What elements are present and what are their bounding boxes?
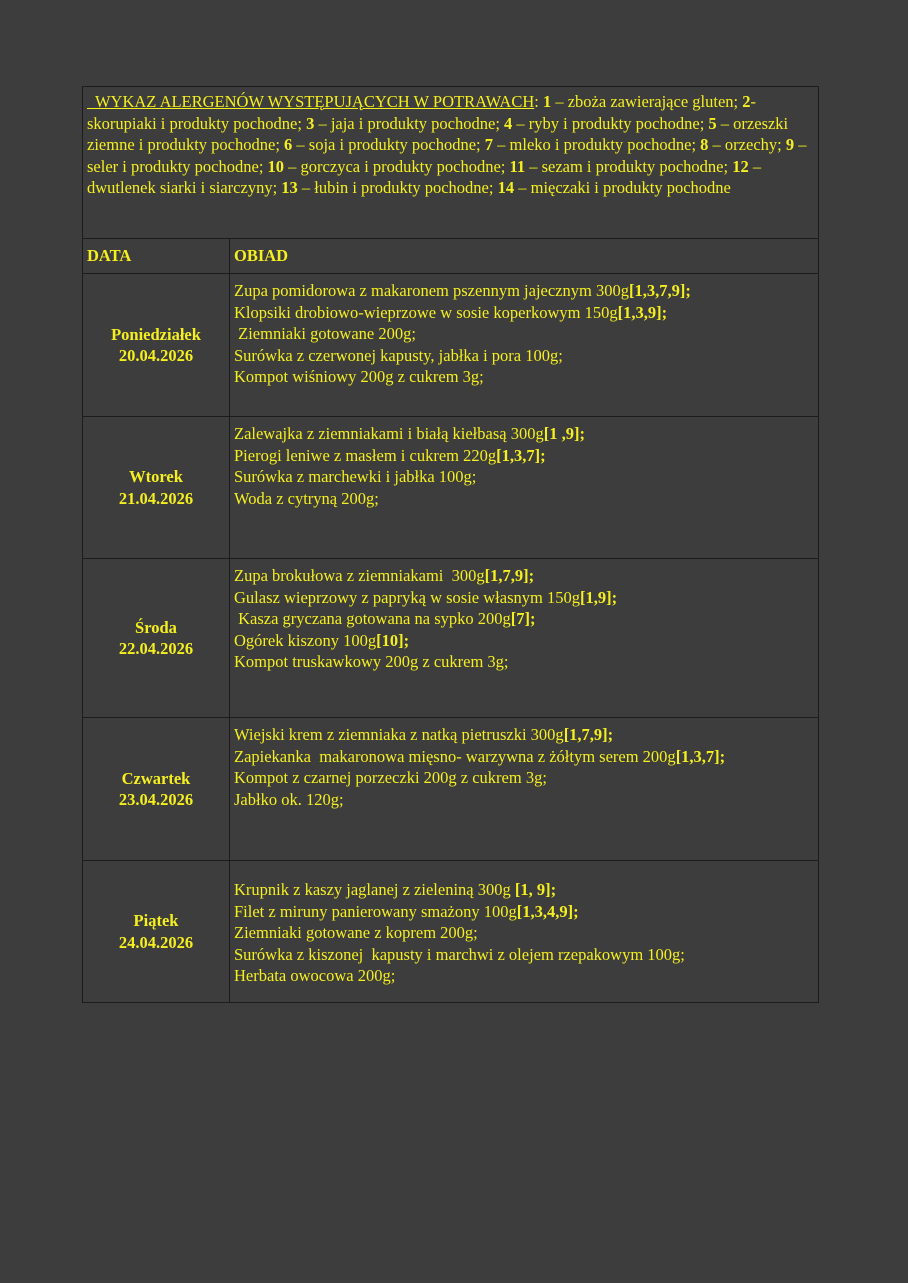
meal-text: Krupnik z kaszy jaglanej z zieleniną 300g	[234, 880, 515, 899]
legend-num: 8	[700, 135, 709, 154]
meal-item	[234, 901, 814, 923]
legend-num: 2	[742, 92, 751, 111]
day-cell	[83, 861, 230, 1003]
legend-text: – orzechy;	[708, 135, 786, 154]
day-name: Środa	[135, 617, 177, 637]
meal-text: Kompot z czarnej porzeczki 200g z cukrem 3g;	[234, 768, 547, 787]
meal-text: Surówka z marchewki i jabłka 100g;	[234, 467, 477, 486]
legend-num: 14	[497, 178, 515, 197]
day-row	[83, 861, 819, 1003]
legend-num: 5	[708, 113, 717, 133]
meal-item	[234, 466, 814, 488]
meal-item	[234, 366, 814, 388]
day-date: 20.04.2026	[118, 346, 194, 365]
meal-text: Surówka z czerwonej kapusty, jabłka i pora 100g;	[234, 345, 563, 365]
meal-allergens: [1,3,7,9];	[628, 281, 691, 300]
legend-text: – zboża zawierające gluten;	[551, 92, 743, 111]
meal-item	[234, 651, 814, 673]
day-row	[83, 718, 819, 861]
meal-item	[234, 280, 814, 302]
meal-allergens: [7];	[510, 609, 536, 628]
meal-allergens: [1,7,9];	[484, 566, 535, 585]
meal-item	[234, 879, 814, 901]
meal-item	[234, 587, 814, 609]
legend-text: – seler i produkty pochodne;	[87, 135, 807, 176]
allergen-legend	[83, 87, 819, 239]
legend-text: – orzeszki ziemne i produkty pochodne;	[87, 113, 789, 154]
meal-allergens: [1,3,7];	[496, 445, 546, 465]
meal-text: Ogórek kiszony 100g	[234, 630, 377, 650]
day-name: Piątek	[133, 911, 179, 930]
meal-text: Gulasz wieprzowy z papryką w sosie własnym 150g	[234, 587, 580, 607]
meal-allergens: [1, 9];	[514, 880, 557, 899]
legend-num: 6	[284, 135, 293, 154]
meals-cell	[230, 861, 819, 1003]
meal-text: Wiejski krem z ziemniaka z natką pietruszki 300g	[234, 725, 564, 744]
meal-item	[234, 944, 814, 966]
day-cell	[83, 274, 230, 417]
legend-text: – ryby i produkty pochodne;	[512, 113, 709, 133]
day-date: 21.04.2026	[118, 488, 194, 508]
meal-allergens: [1,7,9];	[563, 725, 614, 744]
legend-colon: :	[534, 92, 543, 111]
meal-allergens: [10];	[376, 630, 410, 650]
day-row	[83, 417, 819, 559]
meal-item	[234, 345, 814, 367]
meal-allergens: [1,3,9];	[617, 302, 668, 322]
meal-allergens: [1,3,7];	[675, 746, 726, 766]
day-row	[83, 274, 819, 417]
meal-text: Zupa brokułowa z ziemniakami 300g	[234, 566, 485, 585]
legend-num: 11	[509, 156, 526, 176]
legend-num: 1	[542, 92, 552, 111]
legend-num: 4	[504, 113, 513, 133]
legend-text: -skorupiaki i produkty pochodne;	[87, 92, 756, 133]
meal-text: Ziemniaki gotowane z koprem 200g;	[234, 923, 478, 942]
meal-item	[234, 724, 814, 746]
meal-item	[234, 965, 814, 987]
legend-num: 13	[281, 178, 298, 197]
meal-text: Kasza gryczana gotowana na sypko 200g	[234, 609, 511, 628]
meal-item	[234, 922, 814, 944]
legend-num: 10	[267, 156, 285, 176]
legend-num: 3	[306, 113, 315, 133]
meal-text: Zalewajka z ziemniakami i białą kiełbasą 300g	[234, 424, 544, 443]
date-column-header: DATA	[83, 239, 230, 274]
meal-item	[234, 323, 814, 345]
day-cell	[83, 718, 230, 861]
meal-item	[234, 302, 814, 324]
meal-item	[234, 423, 814, 445]
allergen-legend-row	[83, 87, 819, 239]
legend-text: – dwutlenek siarki i siarczyny;	[87, 156, 762, 197]
legend-text: – soja i produkty pochodne;	[292, 135, 485, 154]
meal-allergens: [1 ,9];	[543, 424, 585, 443]
meals-cell	[230, 559, 819, 718]
meal-item	[234, 789, 814, 811]
menu-table	[82, 86, 819, 1003]
meal-text: Kompot truskawkowy 200g z cukrem 3g;	[234, 652, 509, 671]
meals-cell	[230, 274, 819, 417]
meal-text: Zupa pomidorowa z makaronem pszennym jajecznym 300g	[234, 281, 629, 300]
legend-text: – jaja i produkty pochodne;	[314, 113, 505, 133]
meal-allergens: [1,9];	[579, 587, 618, 607]
legend-title: WYKAZ ALERGENÓW WYSTĘPUJĄCYCH W POTRAWACH	[87, 92, 535, 111]
day-row	[83, 559, 819, 718]
meal-item	[234, 767, 814, 789]
meal-item	[234, 746, 814, 768]
legend-text: – mięczaki i produkty pochodne	[514, 178, 731, 197]
meals-cell	[230, 417, 819, 559]
meal-text: Woda z cytryną 200g;	[234, 488, 379, 508]
day-name: Czwartek	[121, 768, 191, 788]
day-date: 24.04.2026	[118, 932, 194, 952]
legend-num: 9	[785, 135, 795, 154]
day-name: Poniedziałek	[111, 324, 201, 344]
meal-text: Klopsiki drobiowo-wieprzowe w sosie koperkowym 150g	[234, 302, 618, 322]
meals-cell	[230, 718, 819, 861]
meal-text: Surówka z kiszonej kapusty i marchwi z olejem rzepakowym 100g;	[234, 944, 685, 964]
meal-text: Jabłko ok. 120g;	[234, 789, 344, 809]
meal-text: Filet z miruny panierowany smażony 100g	[234, 901, 517, 921]
meal-column-header: OBIAD	[230, 239, 819, 274]
meal-text: Herbata owocowa 200g;	[234, 966, 396, 985]
legend-num: 7	[484, 135, 494, 154]
meal-allergens: [1,3,4,9];	[516, 901, 579, 921]
day-name: Wtorek	[129, 467, 183, 486]
legend-text: – łubin i produkty pochodne;	[297, 178, 498, 197]
meal-item	[234, 608, 814, 630]
meal-text: Ziemniaki gotowane 200g;	[234, 324, 416, 343]
legend-text: – sezam i produkty pochodne;	[525, 156, 733, 176]
day-cell	[83, 559, 230, 718]
legend-text: – mleko i produkty pochodne;	[493, 135, 701, 154]
day-date: 22.04.2026	[118, 639, 194, 658]
meal-text: Kompot wiśniowy 200g z cukrem 3g;	[234, 367, 484, 386]
meal-item	[234, 630, 814, 652]
legend-num: 12	[732, 156, 749, 176]
day-date: 23.04.2026	[118, 790, 194, 809]
meal-item	[234, 488, 814, 510]
meal-text: Pierogi leniwe z masłem i cukrem 220g	[234, 445, 497, 465]
meal-item	[234, 445, 814, 467]
header-row	[83, 239, 819, 274]
legend-text: – gorczyca i produkty pochodne;	[284, 156, 510, 176]
meal-item	[234, 565, 814, 587]
day-cell	[83, 417, 230, 559]
meal-text: Zapiekanka makaronowa mięsno- warzywna z żółtym serem 200g	[234, 746, 676, 766]
